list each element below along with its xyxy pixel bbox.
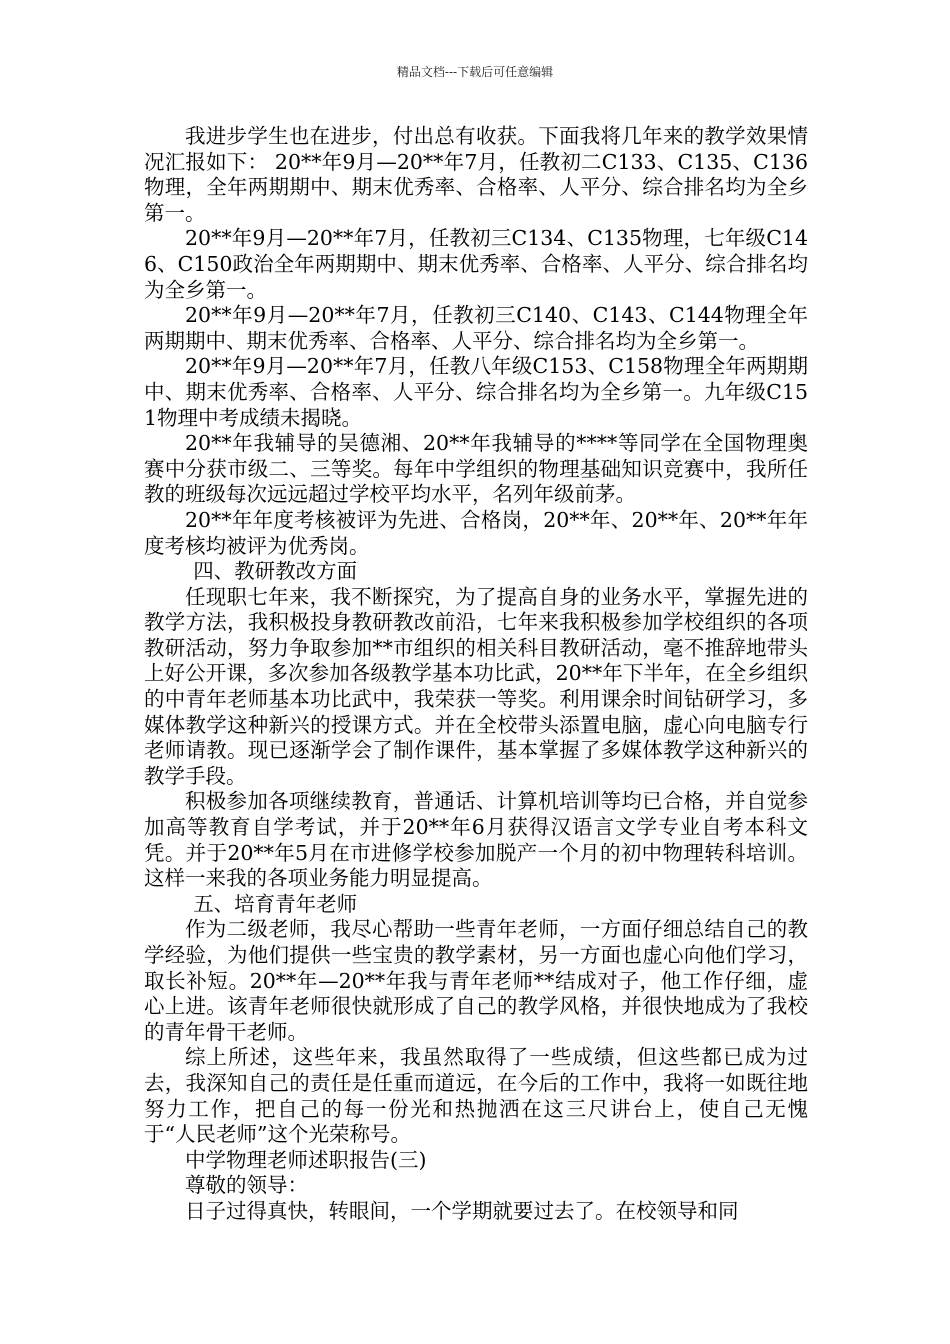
- paragraph: 20**年年度考核被评为先进、合格岗，20**年、20**年、20**年年度考核均被评为优秀岗。: [144, 507, 808, 558]
- paragraph: 20**年9月—20**年7月，任教八年级C153、C158物理全年两期期中、期末优秀率、合格率、人平分、综合排名均为全乡第一。九年级C151物理中考成绩未揭晓。: [144, 354, 808, 430]
- paragraph: 我进步学生也在进步，付出总有收获。下面我将几年来的教学效果情况汇报如下： 20**年9月—20**年7月，任教初二C133、C135、C136物理，全年两期期中、期末优秀率、合格率、人平分、综合排名均为全乡第一。: [144, 124, 808, 225]
- paragraph: 20**年9月—20**年7月，任教初三C140、C143、C144物理全年两期期中、期末优秀率、合格率、人平分、综合排名均为全乡第一。: [144, 303, 808, 353]
- paragraph: 20**年9月—20**年7月，任教初三C134、C135物理，七年级C146、C150政治全年两期期中、期末优秀率、合格率、人平分、综合排名均为全乡第一。: [144, 226, 808, 302]
- report-title: 中学物理老师述职报告(三): [185, 1147, 427, 1172]
- section-heading: 四、教研教改方面: [193, 559, 358, 584]
- paragraph: 作为二级老师，我尽心帮助一些青年老师，一方面仔细总结自己的教学经验，为他们提供一些宝贵的教学素材，另一方面也虚心向他们学习，取长补短。20**年—20**年我与青年老师**结成对子，他工作仔细，虚心上进。该青年老师很快就形成了自己的教学风格，并很快地成为了我校的青年骨干老师。: [144, 917, 808, 1044]
- paragraph: 日子过得真快，转眼间，一个学期就要过去了。在校领导和同: [185, 1198, 739, 1223]
- section-heading: 五、培育青年老师: [193, 891, 358, 916]
- document-body: [144, 124, 808, 1225]
- paragraph: 积极参加各项继续教育，普通话、计算机培训等均已合格，并自觉参加高等教育自学考试，并于20**年6月获得汉语言文学专业自考本科文凭。并于20**年5月在市进修学校参加脱产一个月的初中物理转科培训。这样一来我的各项业务能力明显提高。: [144, 789, 808, 891]
- salutation: 尊敬的领导：: [185, 1173, 308, 1198]
- paragraph: 任现职七年来，我不断探究，为了提高自身的业务水平，掌握先进的教学方法，我积极投身教研教改前沿，七年来我积极参加学校组织的各项教研活动，努力争取参加**市组织的相关科目教研活动，毫不推辞地带头上好公开课，多次参加各级教学基本功比武，20**年下半年，在全乡组织的中青年老师基本功比武中，我荣获一等奖。利用课余时间钻研学习，多媒体教学这种新兴的授课方式。并在全校带头添置电脑，虚心向电脑专行老师请教。现已逐渐学会了制作课件，基本掌握了多媒体教学这种新兴的教学手段。: [144, 584, 808, 788]
- paragraph: 综上所述，这些年来，我虽然取得了一些成绩，但这些都已成为过去，我深知自己的责任是任重而道远，在今后的工作中，我将一如既往地努力工作，把自己的每一份光和热抛洒在这三尺讲台上，使自己无愧于“人民老师”这个光荣称号。: [144, 1045, 808, 1147]
- page-header: 精品文档---下载后可任意编辑: [396, 65, 554, 79]
- paragraph: 20**年我辅导的吴德湘、20**年我辅导的****等同学在全国物理奥赛中分获市级二、三等奖。每年中学组织的物理基础知识竞赛中，我所任教的班级每次远远超过学校平均水平，名列年级前茅。: [144, 431, 808, 507]
